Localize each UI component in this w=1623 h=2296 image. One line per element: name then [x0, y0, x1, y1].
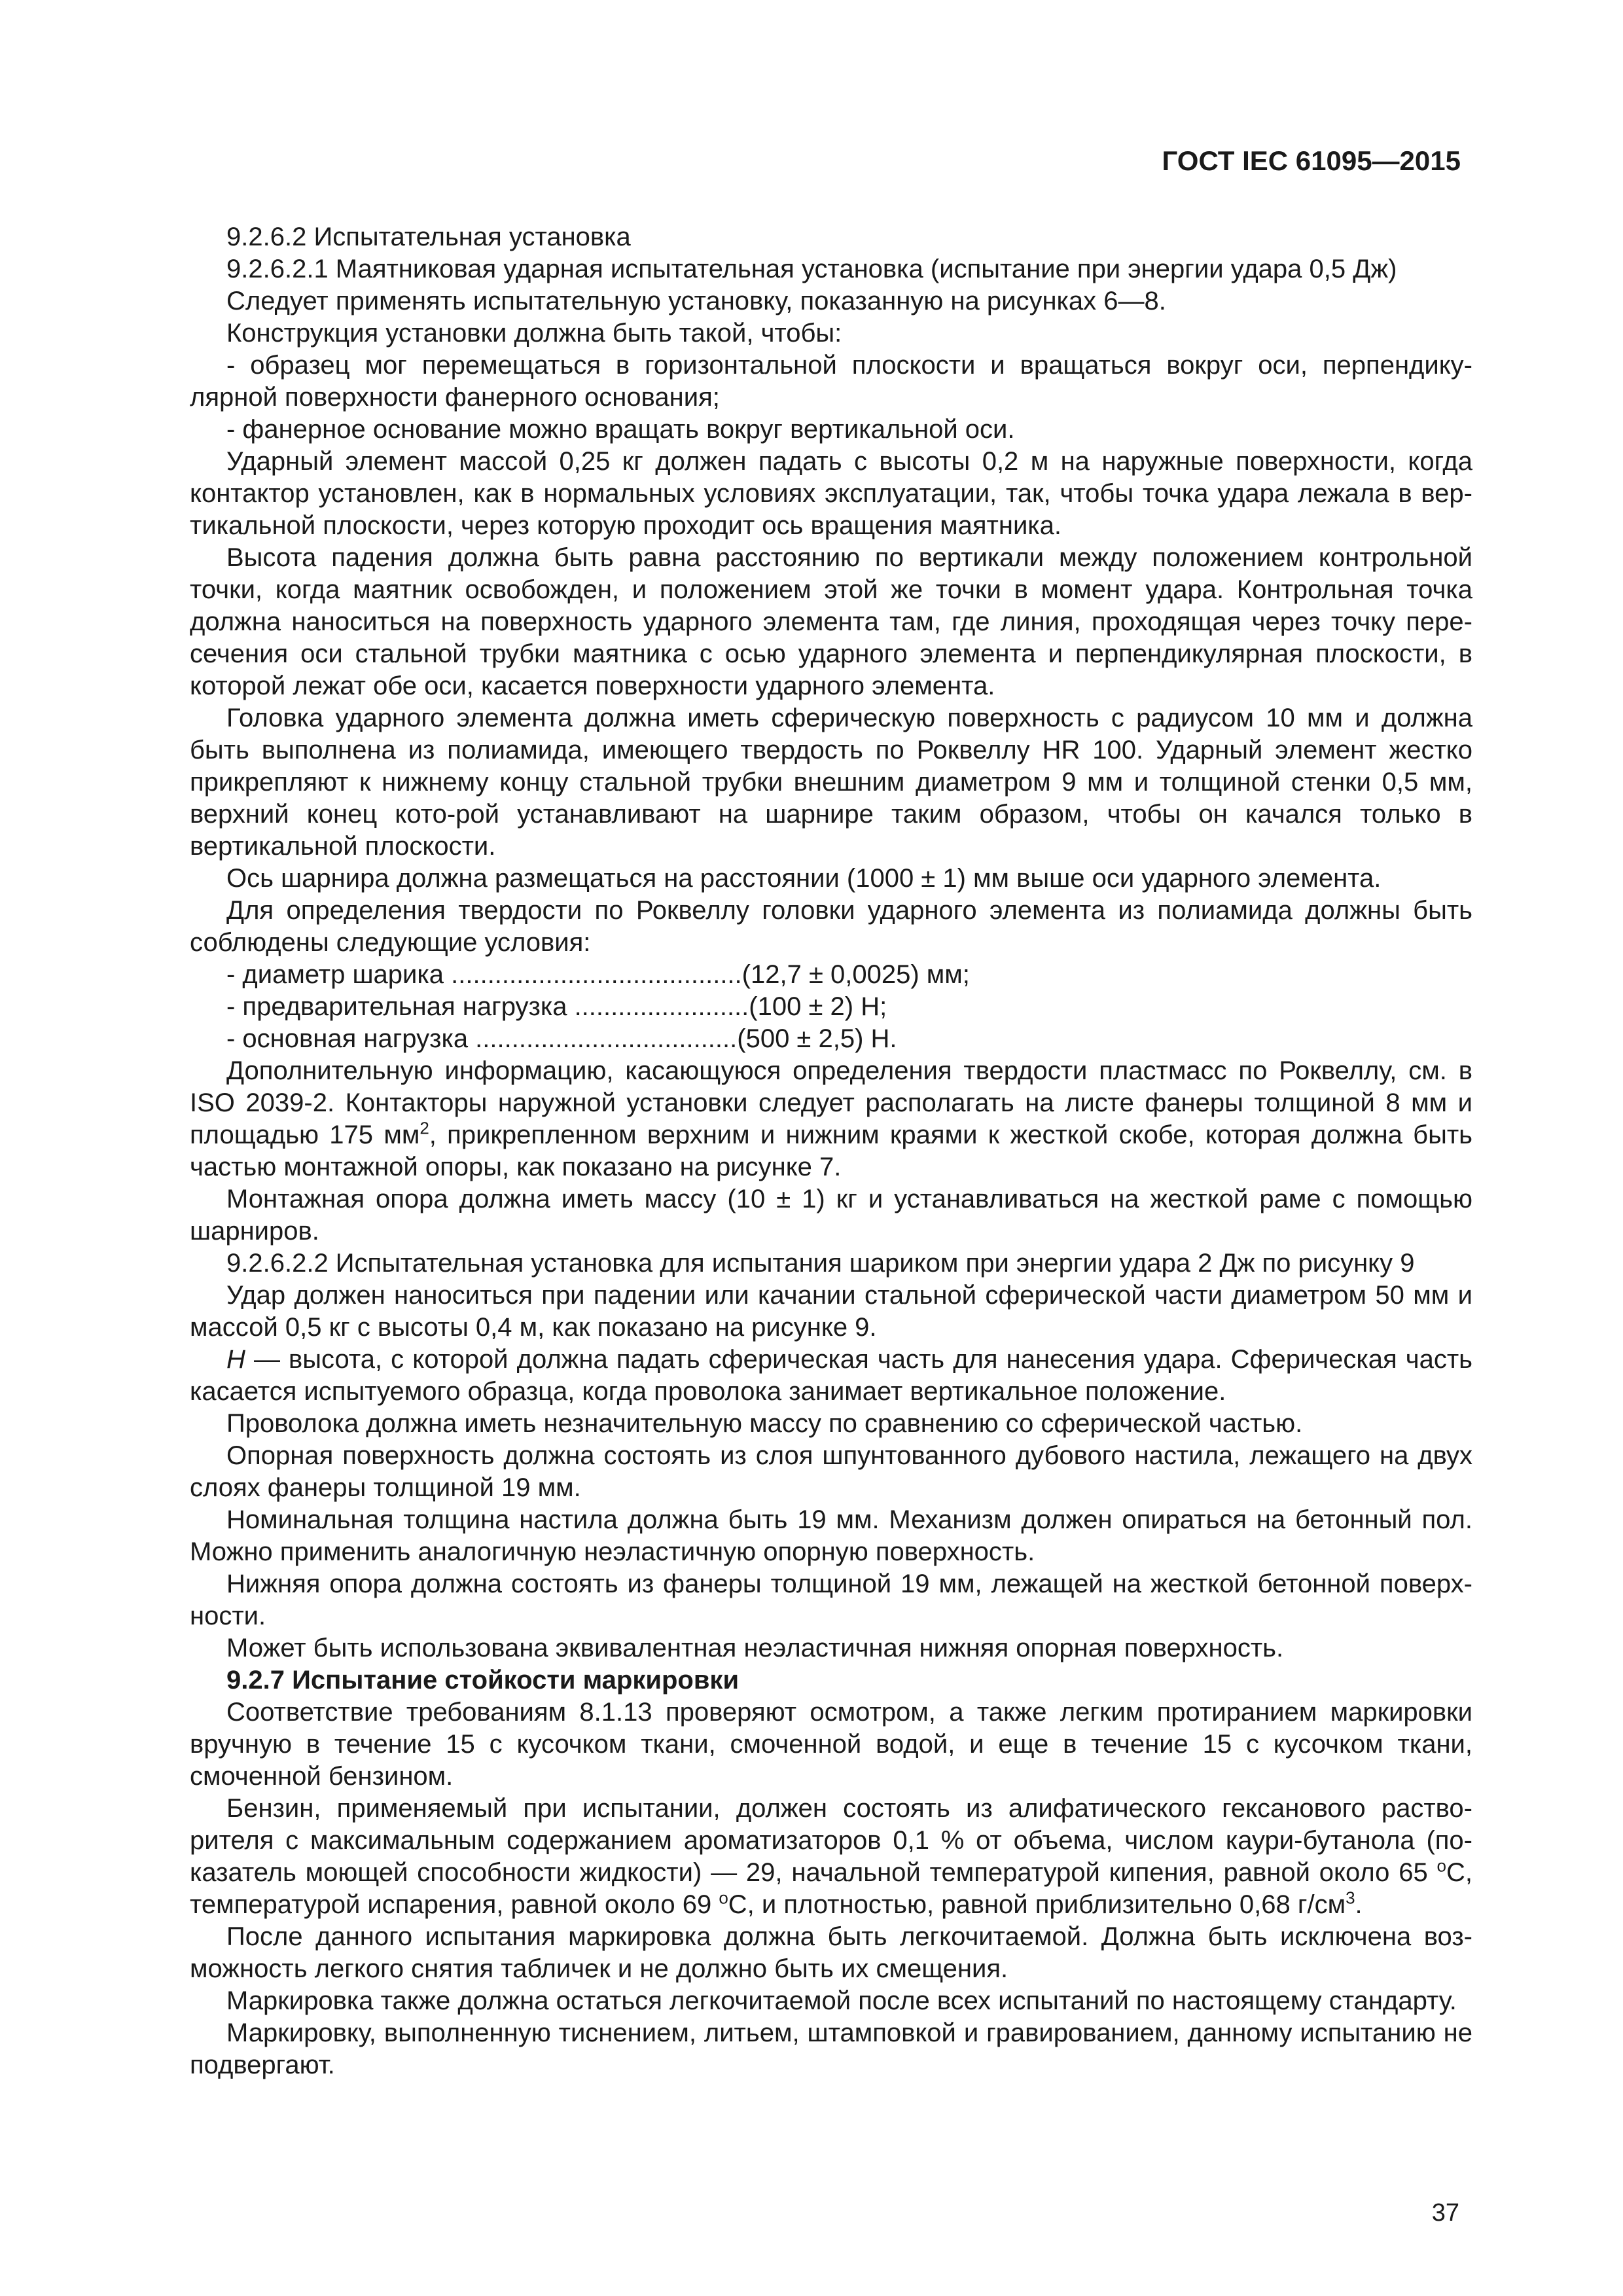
superscript: о [1436, 1856, 1446, 1876]
section-heading-9-2-7: 9.2.7 Испытание стойкости маркировки [226, 1666, 740, 1695]
paragraph [190, 1344, 1472, 1408]
text-run: . [1355, 1890, 1363, 1919]
text-run: Дополнительную информацию, касающуюся определения твердости пластмасс по Роквеллу, см. в ISO 2039-2. Контакторы наружной установки следует располагать на листе фанеры толщиной 8 мм и площадью 175 мм [190, 1056, 1472, 1149]
list-item: - основная нагрузка ....................................(500 ± 2,5) Н. [226, 1024, 897, 1053]
paragraph: Может быть использована эквивалентная неэластичная нижняя опорная поверхность. [226, 1634, 1284, 1662]
body-text [190, 221, 1472, 2081]
paragraph: Проволока должна иметь незначительную массу по сравнению со сферической частью. [226, 1409, 1303, 1438]
paragraph: Монтажная опора должна иметь массу (10 ± 1) кг и устанавливаться на жесткой раме с помощью шарниров. [190, 1185, 1472, 1246]
paragraph: После данного испытания маркировка должна быть легкочитаемой. Должна быть исключена воз-можность легкого снятия табличек и не должно быть их смещения. [190, 1922, 1472, 1983]
paragraph: 9.2.6.2.1 Маятниковая ударная испытательная установка (испытание при энергии удара 0,5 Дж) [226, 255, 1397, 283]
text-run: , прикрепленном верхним и нижним краями к жесткой скобе, которая должна быть частью монтажной опоры, как показано на рисунке 7. [190, 1121, 1472, 1181]
paragraph: Соответствие требованиям 8.1.13 проверяют осмотром, а также легким протиранием маркировки вручную в течение 15 с кусочком ткани, смоченной водой, и еще в течение 15 с кусочком ткани, смоченной бензином. [190, 1698, 1472, 1791]
paragraph: Удар должен наноситься при падении или качании стальной сферической части диаметром 50 мм и массой 0,5 кг с высоты 0,4 м, как показано на рисунке 9. [190, 1281, 1472, 1342]
list-item: - диаметр шарика ........................................(12,7 ± 0,0025) мм; [226, 960, 970, 989]
paragraph: Ударный элемент массой 0,25 кг должен падать с высоты 0,2 м на наружные поверхности, когда контактор установлен, как в нормальных условиях эксплуатации, так, чтобы точка удара лежала в вер-тикальной плоскости, через которую проходит ось вращения маятника. [190, 447, 1472, 540]
list-item: - образец мог перемещаться в горизонтальной плоскости и вращаться вокруг оси, перпендику-лярной поверхности фанерного основания; [190, 351, 1472, 412]
text-run: С, и плотностью, равной приблизительно 0,68 г/см [728, 1890, 1346, 1919]
list-item: - предварительная нагрузка ........................(100 ± 2) Н; [226, 992, 887, 1021]
superscript: 3 [1346, 1888, 1355, 1908]
text-run: — высота, с которой должна падать сферическая часть для нанесения удара. Сферическая часть касается испытуемого образца, когда проволока занимает вертикальное положение. [190, 1345, 1472, 1406]
paragraph: Опорная поверхность должна состоять из слоя шпунтованного дубового настила, лежащего на двух слоях фанеры толщиной 19 мм. [190, 1441, 1472, 1502]
paragraph: Конструкция установки должна быть такой, чтобы: [226, 319, 842, 348]
paragraph [190, 1793, 1472, 1921]
paragraph: Следует применять испытательную установку, показанную на рисунках 6—8. [226, 287, 1166, 315]
paragraph: Маркировку, выполненную тиснением, литьем, штамповкой и гравированием, данному испытанию не подвергают. [190, 2018, 1472, 2079]
text-run: С, температурой испарения, равной около 69 [190, 1858, 1472, 1919]
variable-h: Н [226, 1345, 245, 1374]
section-heading-9-2-6-2-2: 9.2.6.2.2 Испытательная установка для испытания шариком при энергии удара 2 Дж по рисунку 9 [226, 1249, 1415, 1278]
page-number: 37 [1431, 2199, 1459, 2227]
text-run: Бензин, применяемый при испытании, должен состоять из алифатического гексанового раство-рителя с максимальным содержанием ароматизаторов 0,1 % от объема, числом каури-бутанола (по-казатель моющей способности жидкости) — 29, начальной температурой кипения, равной около 65 [190, 1794, 1472, 1887]
superscript: о [719, 1888, 728, 1908]
document-header: ГОСТ IEC 61095—2015 [1162, 145, 1461, 176]
paragraph: Ось шарнира должна размещаться на расстоянии (1000 ± 1) мм выше оси ударного элемента. [226, 864, 1382, 893]
section-heading-9-2-6-2: 9.2.6.2 Испытательная установка [226, 223, 631, 251]
paragraph: Маркировка также должна остаться легкочитаемой после всех испытаний по настоящему стандарту. [226, 1986, 1457, 2015]
paragraph: Для определения твердости по Роквеллу головки ударного элемента из полиамида должны быть соблюдены следующие условия: [190, 896, 1472, 957]
list-item: - фанерное основание можно вращать вокруг вертикальной оси. [226, 415, 1015, 444]
paragraph: Номинальная толщина настила должна быть 19 мм. Механизм должен опираться на бетонный пол. Можно применить аналогичную неэластичную опорную поверхность. [190, 1505, 1472, 1566]
superscript: 2 [419, 1118, 429, 1138]
paragraph: Высота падения должна быть равна расстоянию по вертикали между положением контрольной точки, когда маятник освобожден, и положением этой же точки в момент удара. Контрольная точка должна наноситься на поверхность ударного элемента там, где линия, проходящая через точку пере-сечения оси стальной трубки маятника с осью ударного элемента и перпендикулярная плоскости, в которой лежат обе оси, касается поверхности ударного элемента. [190, 543, 1472, 700]
paragraph: Нижняя опора должна состоять из фанеры толщиной 19 мм, лежащей на жесткой бетонной поверх-ности. [190, 1570, 1472, 1630]
paragraph [190, 1055, 1472, 1183]
paragraph: Головка ударного элемента должна иметь сферическую поверхность с радиусом 10 мм и должна быть выполнена из полиамида, имеющего твердость по Роквеллу HR 100. Ударный элемент жестко прикрепляют к нижнему концу стальной трубки внешним диаметром 9 мм и толщиной стенки 0,5 мм, верхний конец кото-рой устанавливают на шарнире таким образом, чтобы он качался только в вертикальной плоскости. [190, 704, 1472, 861]
